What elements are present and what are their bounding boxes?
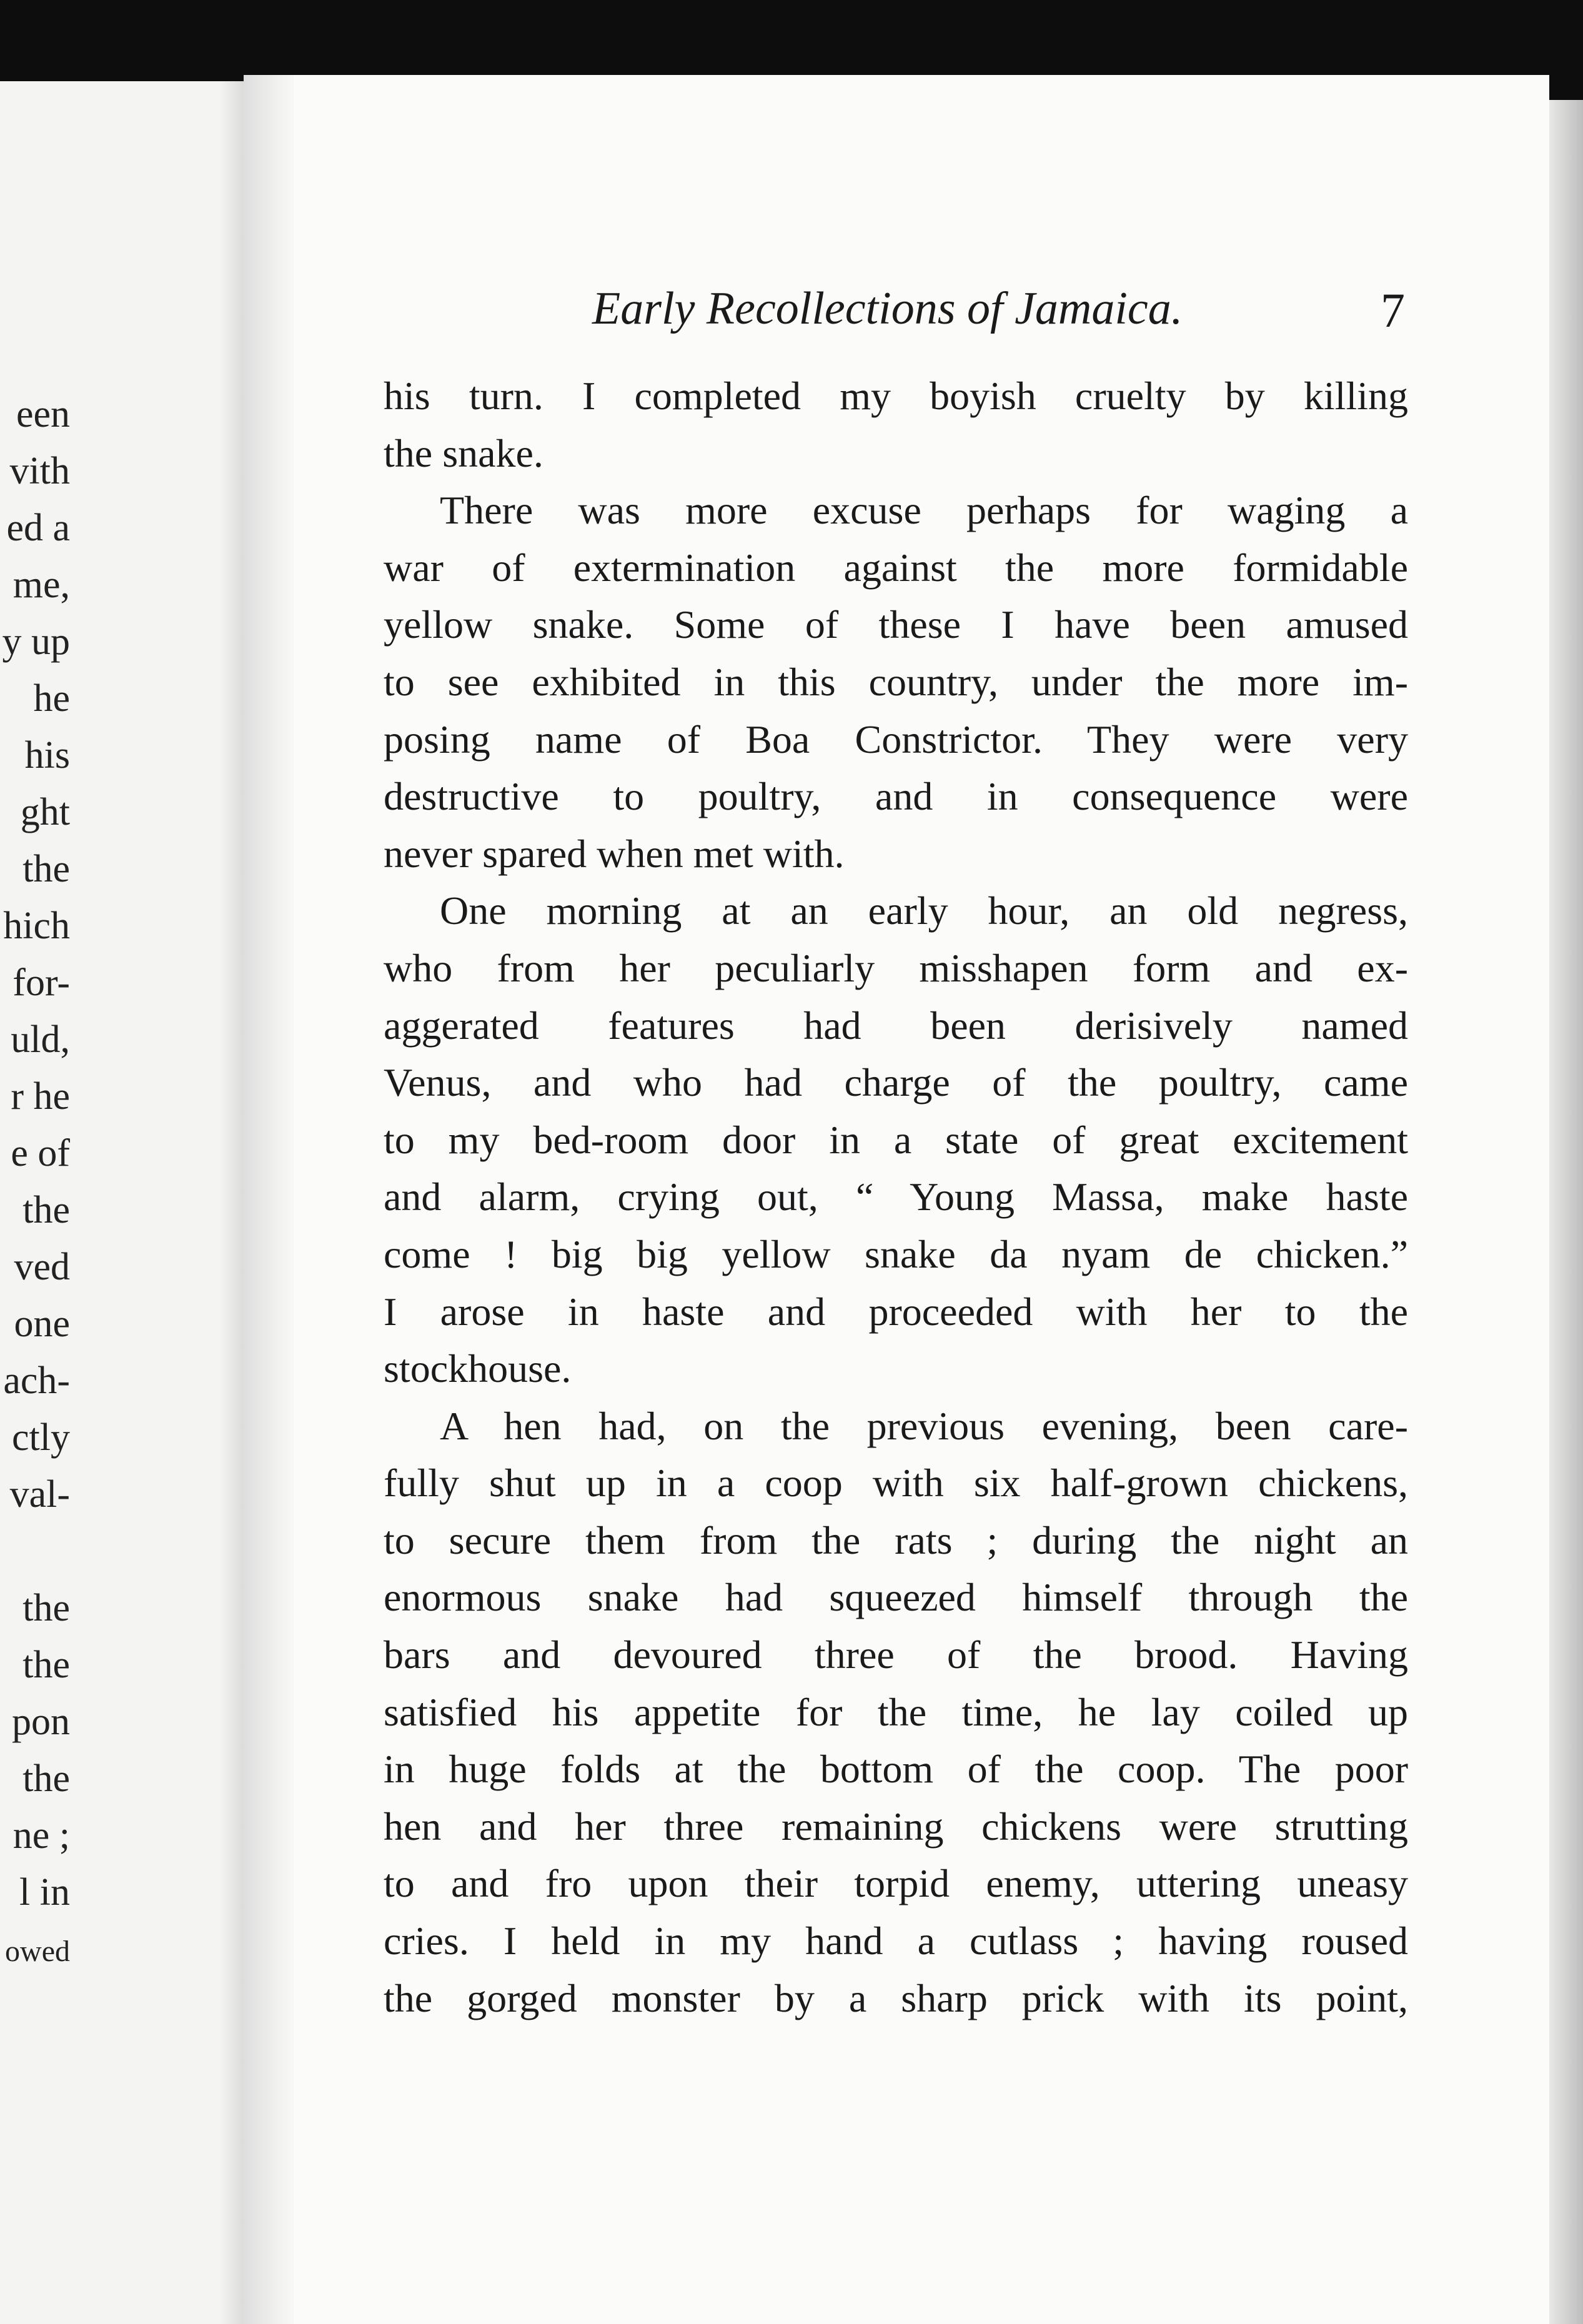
left-page-fragment: ctly bbox=[12, 1416, 70, 1459]
text-line: yellow snake. Some of these I have been amused bbox=[384, 602, 1408, 647]
left-page-fragment: he bbox=[33, 677, 70, 720]
text-line: never spared when met with. bbox=[384, 831, 845, 876]
left-page-fragment: the bbox=[22, 1189, 70, 1231]
left-page-fragment: the bbox=[22, 1587, 70, 1629]
text-line: in huge folds at the bottom of the coop. The poor bbox=[384, 1747, 1408, 1792]
text-line: war of extermination against the more formidable bbox=[384, 545, 1408, 590]
left-page-fragment: hich bbox=[3, 905, 70, 947]
left-page-gutter-shadow bbox=[219, 81, 244, 2324]
left-page-fragment: uld, bbox=[11, 1018, 70, 1061]
left-page-fragment: his bbox=[24, 734, 70, 777]
text-line: bars and devoured three of the brood. Having bbox=[384, 1632, 1408, 1677]
text-line: One morning at an early hour, an old negress, bbox=[440, 888, 1408, 933]
left-page-fragment: vith bbox=[9, 450, 70, 492]
left-page-fragment: val- bbox=[9, 1473, 70, 1516]
left-page-fragment: me, bbox=[12, 564, 70, 606]
text-line: to and fro upon their torpid enemy, uttering uneasy bbox=[384, 1861, 1408, 1906]
left-page-fragment: r he bbox=[11, 1075, 70, 1118]
left-page-fragment: een bbox=[16, 393, 70, 435]
left-page-fragment: l in bbox=[19, 1871, 70, 1914]
left-page-fragment: owed bbox=[5, 1935, 70, 1968]
running-head: Early Recollections of Jamaica. bbox=[592, 283, 1183, 334]
body-text bbox=[384, 367, 1408, 2027]
text-line: the gorged monster by a sharp prick with its point, bbox=[384, 1975, 1408, 2020]
text-line: to my bed-room door in a state of great excitement bbox=[384, 1117, 1408, 1162]
left-page-fragment: for- bbox=[12, 961, 70, 1004]
text-line: satisfied his appetite for the time, he lay coiled up bbox=[384, 1689, 1408, 1734]
left-page-fragment: pon bbox=[12, 1701, 70, 1743]
text-line: I arose in haste and proceeded with her to the bbox=[384, 1289, 1408, 1334]
text-line: cries. I held in my hand a cutlass ; having roused bbox=[384, 1919, 1408, 1964]
left-page-fragment: ach- bbox=[3, 1359, 70, 1402]
text-line: stockhouse. bbox=[384, 1346, 572, 1391]
text-line: to secure them from the rats ; during the night an bbox=[384, 1517, 1408, 1562]
page-number: 7 bbox=[1381, 283, 1405, 337]
text-line: to see exhibited in this country, under the more im- bbox=[384, 659, 1408, 704]
left-page-fragment: one bbox=[14, 1303, 70, 1345]
left-page-fragment: ght bbox=[20, 791, 70, 833]
text-line: destructive to poultry, and in consequence were bbox=[384, 774, 1408, 819]
text-line: There was more excuse perhaps for waging a bbox=[440, 488, 1408, 533]
left-page-fragment: ed a bbox=[6, 507, 70, 549]
text-line: enormous snake had squeezed himself through the bbox=[384, 1575, 1408, 1620]
text-line: who from her peculiarly misshapen form and ex- bbox=[384, 945, 1408, 990]
text-line: come ! big big yellow snake da nyam de chicken.” bbox=[384, 1231, 1408, 1276]
text-line: fully shut up in a coop with six half-grown chickens, bbox=[384, 1461, 1408, 1506]
text-line: his turn. I completed my boyish cruelty by killing bbox=[384, 374, 1408, 418]
page-edge bbox=[1549, 100, 1583, 2324]
left-page-fragment: the bbox=[22, 1644, 70, 1686]
left-page bbox=[0, 81, 244, 2324]
text-line: hen and her three remaining chickens were strutting bbox=[384, 1804, 1408, 1849]
left-page-fragment: ne ; bbox=[12, 1814, 70, 1857]
book-gutter bbox=[244, 75, 300, 2324]
left-page-fragment: e of bbox=[11, 1132, 70, 1174]
text-line: aggerated features had been derisively named bbox=[384, 1003, 1408, 1048]
text-line: the snake. bbox=[384, 430, 543, 475]
text-line: posing name of Boa Constrictor. They were very bbox=[384, 717, 1408, 762]
text-line: and alarm, crying out, “ Young Massa, make haste bbox=[384, 1174, 1408, 1219]
left-page-fragment: the bbox=[22, 1757, 70, 1800]
text-line: A hen had, on the previous evening, been care- bbox=[440, 1403, 1408, 1448]
left-page-fragment: ved bbox=[14, 1246, 70, 1288]
text-line: Venus, and who had charge of the poultry, came bbox=[384, 1060, 1408, 1105]
left-page-fragment: the bbox=[22, 848, 70, 890]
left-page-fragment: y up bbox=[2, 620, 70, 663]
